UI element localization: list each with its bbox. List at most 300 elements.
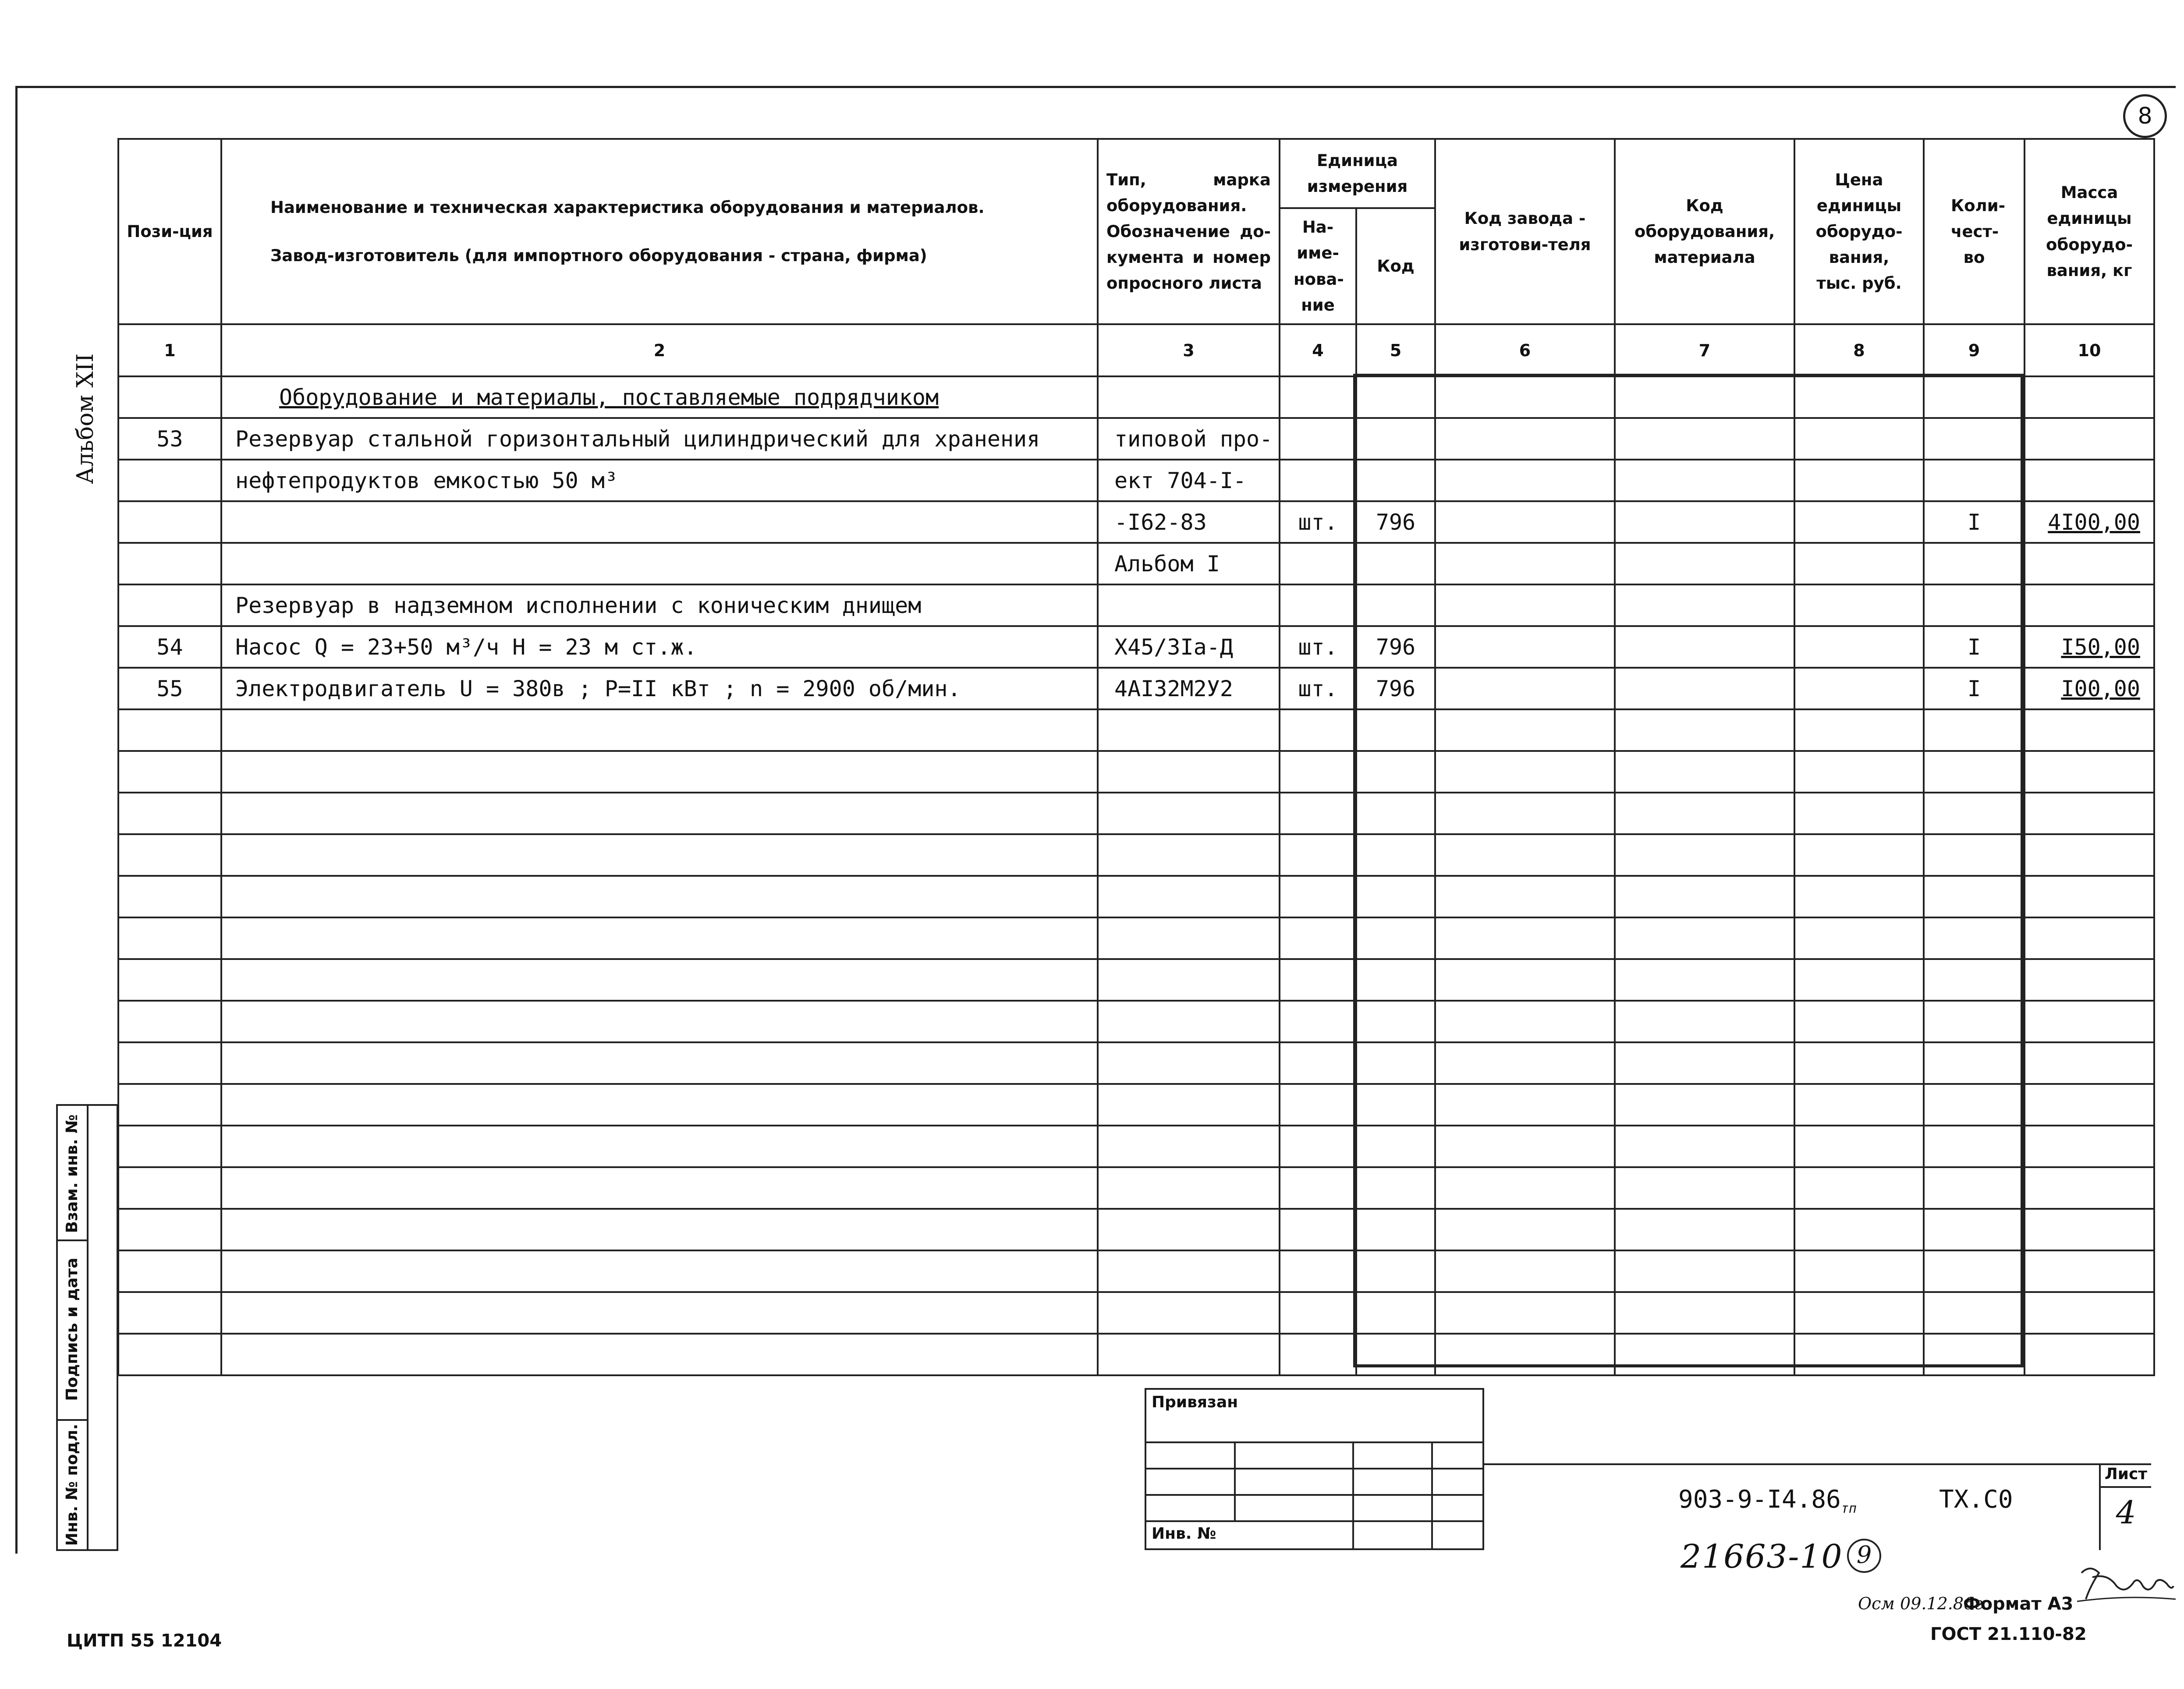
name-cell [221, 1126, 1098, 1167]
table-row [118, 751, 2154, 793]
table-row [118, 1126, 2154, 1167]
header-equipment-code: Код оборудования, материала [1615, 139, 1794, 324]
plant-code-cell [1435, 834, 1615, 876]
unit-code-cell [1356, 376, 1435, 418]
name-cell [221, 1001, 1098, 1042]
quantity-cell [1924, 834, 2024, 876]
equipment-code-cell [1615, 668, 1794, 709]
type-cell [1098, 1084, 1280, 1126]
price-cell [1794, 709, 1924, 751]
price-cell [1794, 668, 1924, 709]
table-row [118, 1084, 2154, 1126]
equipment-code-cell [1615, 917, 1794, 959]
table-row [118, 626, 2154, 668]
column-number: 8 [1794, 324, 1924, 376]
type-cell [1098, 1167, 1280, 1209]
column-number: 3 [1098, 324, 1280, 376]
gost-label: ГОСТ 21.110-82 [1930, 1624, 2087, 1644]
plant-code-cell [1435, 1209, 1615, 1250]
unit-cell [1280, 917, 1356, 959]
equipment-code-cell [1615, 834, 1794, 876]
position-cell [118, 543, 221, 584]
plant-code-cell [1435, 460, 1615, 501]
type-cell [1098, 376, 1280, 418]
header-name-line1: Наименование и техническая характеристика оборудования и материалов. [270, 198, 985, 217]
unit-code-cell [1356, 584, 1435, 626]
type-cell: Х45/3Iа-Д [1098, 626, 1280, 668]
section-code: ТХ.С0 [1939, 1485, 2013, 1514]
quantity-cell [1924, 917, 2024, 959]
mass-cell: I50,00 [2024, 626, 2154, 668]
type-cell [1098, 1209, 1280, 1250]
price-cell [1794, 1250, 1924, 1292]
plant-code-cell [1435, 1126, 1615, 1167]
table-row [118, 584, 2154, 626]
handwritten-number: 21663-10 [1681, 1538, 1843, 1576]
plant-code-cell [1435, 751, 1615, 793]
name-cell [221, 751, 1098, 793]
type-cell [1098, 959, 1280, 1001]
table-row [118, 1167, 2154, 1209]
position-cell: 54 [118, 626, 221, 668]
type-cell [1098, 917, 1280, 959]
plant-code-cell [1435, 584, 1615, 626]
price-cell [1794, 1042, 1924, 1084]
column-number: 4 [1280, 324, 1356, 376]
table-row [118, 668, 2154, 709]
position-cell [118, 1042, 221, 1084]
unit-cell [1280, 834, 1356, 876]
table-row [118, 543, 2154, 584]
plant-code-cell [1435, 1334, 1615, 1375]
table-row [118, 917, 2154, 959]
name-cell [221, 1209, 1098, 1250]
quantity-cell [1924, 1084, 2024, 1126]
citp-label: ЦИТП 55 12104 [67, 1631, 222, 1651]
price-cell [1794, 626, 1924, 668]
equipment-code-cell [1615, 418, 1794, 460]
price-cell [1794, 1167, 1924, 1209]
unit-code-cell: 796 [1356, 501, 1435, 543]
unit-code-cell [1356, 1334, 1435, 1375]
header-type: Тип, марка оборудования. Обозначение до-кумента и номер опросного листа [1098, 139, 1280, 324]
unit-cell [1280, 1209, 1356, 1250]
unit-code-cell [1356, 1084, 1435, 1126]
quantity-cell [1924, 418, 2024, 460]
position-cell [118, 460, 221, 501]
plant-code-cell [1435, 376, 1615, 418]
position-cell [118, 376, 221, 418]
quantity-cell [1924, 751, 2024, 793]
price-cell [1794, 376, 1924, 418]
mass-cell [2024, 793, 2154, 834]
unit-code-cell [1356, 751, 1435, 793]
name-cell [221, 834, 1098, 876]
type-cell [1098, 834, 1280, 876]
plant-code-cell [1435, 1250, 1615, 1292]
unit-cell: шт. [1280, 501, 1356, 543]
table-row [118, 1001, 2154, 1042]
price-cell [1794, 460, 1924, 501]
name-cell [221, 876, 1098, 917]
mass-cell [2024, 1126, 2154, 1167]
quantity-cell [1924, 460, 2024, 501]
type-cell [1098, 751, 1280, 793]
mass-cell [2024, 1250, 2154, 1292]
price-cell [1794, 959, 1924, 1001]
mass-cell [2024, 751, 2154, 793]
unit-cell [1280, 1334, 1356, 1375]
column-number: 10 [2024, 324, 2154, 376]
name-cell [221, 793, 1098, 834]
position-cell: 55 [118, 668, 221, 709]
quantity-cell [1924, 584, 2024, 626]
table-row [118, 959, 2154, 1001]
quantity-cell [1924, 1292, 2024, 1334]
handwritten-circle: 9 [1847, 1539, 1881, 1573]
unit-code-cell: 796 [1356, 626, 1435, 668]
column-number: 7 [1615, 324, 1794, 376]
unit-cell [1280, 751, 1356, 793]
plant-code-cell [1435, 1167, 1615, 1209]
quantity-cell: I [1924, 501, 2024, 543]
column-number: 5 [1356, 324, 1435, 376]
unit-cell [1280, 1001, 1356, 1042]
document-code: $903-9-I4.86_{тп}$ [1678, 1485, 1857, 1517]
equipment-code-cell [1615, 460, 1794, 501]
quantity-cell [1924, 1250, 2024, 1292]
position-cell [118, 501, 221, 543]
type-cell: -I62-83 [1098, 501, 1280, 543]
plant-code-cell [1435, 1084, 1615, 1126]
plant-code-cell [1435, 959, 1615, 1001]
mass-cell [2024, 917, 2154, 959]
name-cell: нефтепродуктов емкостью 50 м³ [221, 460, 1098, 501]
position-cell [118, 1126, 221, 1167]
unit-code-cell [1356, 1209, 1435, 1250]
quantity-cell [1924, 1001, 2024, 1042]
quantity-cell [1924, 1126, 2024, 1167]
plant-code-cell [1435, 418, 1615, 460]
table-row [118, 1334, 2154, 1375]
type-cell: типовой про- [1098, 418, 1280, 460]
unit-code-cell [1356, 543, 1435, 584]
unit-code-cell [1356, 1292, 1435, 1334]
quantity-cell: I [1924, 626, 2024, 668]
column-number: 2 [221, 324, 1098, 376]
mass-cell [2024, 1001, 2154, 1042]
position-cell [118, 793, 221, 834]
name-cell: Резервуар стальной горизонтальный цилиндрический для хранения [221, 418, 1098, 460]
format-label: Формат А3 [1963, 1594, 2074, 1614]
position-cell [118, 876, 221, 917]
equipment-code-cell [1615, 1042, 1794, 1084]
column-number: 1 [118, 324, 221, 376]
quantity-cell [1924, 543, 2024, 584]
type-cell: 4АI32М2У2 [1098, 668, 1280, 709]
header-unit-code: Код [1356, 208, 1435, 324]
plant-code-cell [1435, 709, 1615, 751]
quantity-cell [1924, 1167, 2024, 1209]
table-row [118, 1292, 2154, 1334]
sheet-number: 4 [2116, 1494, 2136, 1531]
position-cell: 53 [118, 418, 221, 460]
unit-code-cell [1356, 1001, 1435, 1042]
quantity-cell: I [1924, 668, 2024, 709]
quantity-cell [1924, 1042, 2024, 1084]
table-row [118, 501, 2154, 543]
unit-cell [1280, 793, 1356, 834]
unit-cell [1280, 460, 1356, 501]
equipment-code-cell [1615, 1126, 1794, 1167]
plant-code-cell [1435, 501, 1615, 543]
header-mass: Масса единицы оборудо-вания, кг [2024, 139, 2154, 324]
inspection-note: Осм 09.12.86г [1858, 1594, 1983, 1613]
equipment-code-cell [1615, 1001, 1794, 1042]
page-number-circle [2123, 94, 2167, 138]
page-number: 8 [2138, 103, 2152, 129]
unit-code-cell [1356, 1167, 1435, 1209]
price-cell [1794, 751, 1924, 793]
table-row [118, 1250, 2154, 1292]
equipment-code-cell [1615, 876, 1794, 917]
equipment-code-cell [1615, 709, 1794, 751]
table-row [118, 876, 2154, 917]
table-row [118, 834, 2154, 876]
header-quantity: Коли-чест-во [1924, 139, 2024, 324]
name-cell [221, 1250, 1098, 1292]
type-cell [1098, 793, 1280, 834]
mass-cell [2024, 1334, 2154, 1375]
equipment-code-cell [1615, 1167, 1794, 1209]
equipment-code-cell [1615, 793, 1794, 834]
position-cell [118, 709, 221, 751]
unit-cell [1280, 1167, 1356, 1209]
header-price: Цена единицы оборудо-вания, тыс. руб. [1794, 139, 1924, 324]
title-block [1483, 1463, 2151, 1550]
price-cell [1794, 1334, 1924, 1375]
type-cell [1098, 1250, 1280, 1292]
table-body [118, 376, 2154, 1375]
unit-cell [1280, 1250, 1356, 1292]
binding-stamp [1145, 1388, 1484, 1550]
mass-cell: I00,00 [2024, 668, 2154, 709]
price-cell [1794, 501, 1924, 543]
unit-code-cell [1356, 418, 1435, 460]
signature [2073, 1560, 2178, 1612]
unit-cell [1280, 376, 1356, 418]
plant-code-cell [1435, 917, 1615, 959]
table-row [118, 1042, 2154, 1084]
price-cell [1794, 917, 1924, 959]
quantity-cell [1924, 876, 2024, 917]
unit-code-cell [1356, 709, 1435, 751]
side-label: Альбом XII [72, 353, 99, 484]
side-stamp-signature: Подпись и дата [63, 1257, 81, 1401]
quantity-cell [1924, 1209, 2024, 1250]
name-cell: Насос Q = 23+50 м³/ч H = 23 м ст.ж. [221, 626, 1098, 668]
price-cell [1794, 793, 1924, 834]
name-cell [221, 501, 1098, 543]
type-cell [1098, 1042, 1280, 1084]
position-cell [118, 1084, 221, 1126]
equipment-code-cell [1615, 1250, 1794, 1292]
plant-code-cell [1435, 1001, 1615, 1042]
mass-cell [2024, 376, 2154, 418]
name-cell [221, 1042, 1098, 1084]
position-cell [118, 1001, 221, 1042]
table-row [118, 376, 2154, 418]
header-plant-code: Код завода - изготови-теля [1435, 139, 1615, 324]
equipment-code-cell [1615, 1209, 1794, 1250]
equipment-code-cell [1615, 1292, 1794, 1334]
quantity-cell [1924, 709, 2024, 751]
column-number: 6 [1435, 324, 1615, 376]
equipment-code-cell [1615, 751, 1794, 793]
mass-cell [2024, 418, 2154, 460]
name-cell [221, 959, 1098, 1001]
unit-code-cell [1356, 1250, 1435, 1292]
quantity-cell [1924, 376, 2024, 418]
price-cell [1794, 418, 1924, 460]
equipment-code-cell [1615, 543, 1794, 584]
mass-cell [2024, 543, 2154, 584]
equipment-code-cell [1615, 1084, 1794, 1126]
plant-code-cell [1435, 793, 1615, 834]
name-cell [221, 543, 1098, 584]
mass-cell: 4I00,00 [2024, 501, 2154, 543]
side-stamp-inventory: Инв. № подл. [63, 1423, 81, 1546]
unit-code-cell [1356, 1042, 1435, 1084]
equipment-code-cell [1615, 376, 1794, 418]
equipment-code-cell [1615, 1334, 1794, 1375]
unit-code-cell [1356, 793, 1435, 834]
mass-cell [2024, 959, 2154, 1001]
position-cell [118, 1334, 221, 1375]
position-cell [118, 959, 221, 1001]
position-cell [118, 1292, 221, 1334]
equipment-code-cell [1615, 584, 1794, 626]
side-stamp [56, 1104, 118, 1551]
price-cell [1794, 876, 1924, 917]
position-cell [118, 584, 221, 626]
binding-label: Привязан [1152, 1393, 1238, 1411]
unit-code-cell [1356, 1126, 1435, 1167]
mass-cell [2024, 460, 2154, 501]
header-name [221, 139, 1098, 324]
name-cell: Резервуар в надземном исполнении с коническим днищем [221, 584, 1098, 626]
type-cell: Альбом I [1098, 543, 1280, 584]
price-cell [1794, 584, 1924, 626]
unit-code-cell [1356, 876, 1435, 917]
equipment-code-cell [1615, 626, 1794, 668]
plant-code-cell [1435, 876, 1615, 917]
equipment-code-cell [1615, 501, 1794, 543]
table-row [118, 793, 2154, 834]
unit-cell [1280, 1126, 1356, 1167]
inventory-label: Инв. № [1152, 1525, 1216, 1543]
plant-code-cell [1435, 668, 1615, 709]
plant-code-cell [1435, 543, 1615, 584]
unit-cell [1280, 1084, 1356, 1126]
header-position: Пози-ция [118, 139, 221, 324]
unit-cell [1280, 959, 1356, 1001]
header-unit-group: Единица измерения [1280, 139, 1435, 208]
unit-code-cell: 796 [1356, 668, 1435, 709]
unit-code-cell [1356, 959, 1435, 1001]
quantity-cell [1924, 793, 2024, 834]
table-row [118, 460, 2154, 501]
column-number: 9 [1924, 324, 2024, 376]
mass-cell [2024, 1042, 2154, 1084]
price-cell [1794, 1209, 1924, 1250]
type-cell [1098, 584, 1280, 626]
unit-code-cell [1356, 834, 1435, 876]
unit-cell [1280, 543, 1356, 584]
name-cell [221, 1084, 1098, 1126]
name-cell [221, 1292, 1098, 1334]
type-cell: ект 704-I- [1098, 460, 1280, 501]
position-cell [118, 1250, 221, 1292]
name-cell [221, 1334, 1098, 1375]
mass-cell [2024, 584, 2154, 626]
unit-code-cell [1356, 917, 1435, 959]
type-cell [1098, 876, 1280, 917]
name-cell [221, 917, 1098, 959]
unit-cell [1280, 1042, 1356, 1084]
sheet-cell [2099, 1463, 2153, 1550]
price-cell [1794, 1001, 1924, 1042]
header-unit-name: На-име-нова-ние [1280, 208, 1356, 324]
quantity-cell [1924, 1334, 2024, 1375]
unit-cell [1280, 876, 1356, 917]
type-cell [1098, 1292, 1280, 1334]
price-cell [1794, 543, 1924, 584]
plant-code-cell [1435, 1292, 1615, 1334]
table-row [118, 709, 2154, 751]
mass-cell [2024, 1084, 2154, 1126]
position-cell [118, 834, 221, 876]
specification-table [117, 138, 2155, 1376]
mass-cell [2024, 1209, 2154, 1250]
unit-cell [1280, 709, 1356, 751]
position-cell [118, 751, 221, 793]
equipment-code-cell [1615, 959, 1794, 1001]
price-cell [1794, 1084, 1924, 1126]
mass-cell [2024, 834, 2154, 876]
mass-cell [2024, 1292, 2154, 1334]
mass-cell [2024, 709, 2154, 751]
unit-cell [1280, 584, 1356, 626]
price-cell [1794, 1292, 1924, 1334]
side-stamp-replacement: Взам. инв. № [63, 1114, 81, 1233]
type-cell [1098, 1126, 1280, 1167]
position-cell [118, 1167, 221, 1209]
unit-cell: шт. [1280, 668, 1356, 709]
unit-cell [1280, 1292, 1356, 1334]
header-name-line2: Завод-изготовитель (для импортного оборудования - страна, фирма) [270, 246, 927, 265]
quantity-cell [1924, 959, 2024, 1001]
name-cell: Оборудование и материалы, поставляемые подрядчиком [221, 376, 1098, 418]
unit-cell: шт. [1280, 626, 1356, 668]
unit-cell [1280, 418, 1356, 460]
name-cell: Электродвигатель U = 380в ; Р=II кВт ; n = 2900 об/мин. [221, 668, 1098, 709]
price-cell [1794, 834, 1924, 876]
table-row [118, 1209, 2154, 1250]
table-row [118, 418, 2154, 460]
plant-code-cell [1435, 1042, 1615, 1084]
type-cell [1098, 1334, 1280, 1375]
